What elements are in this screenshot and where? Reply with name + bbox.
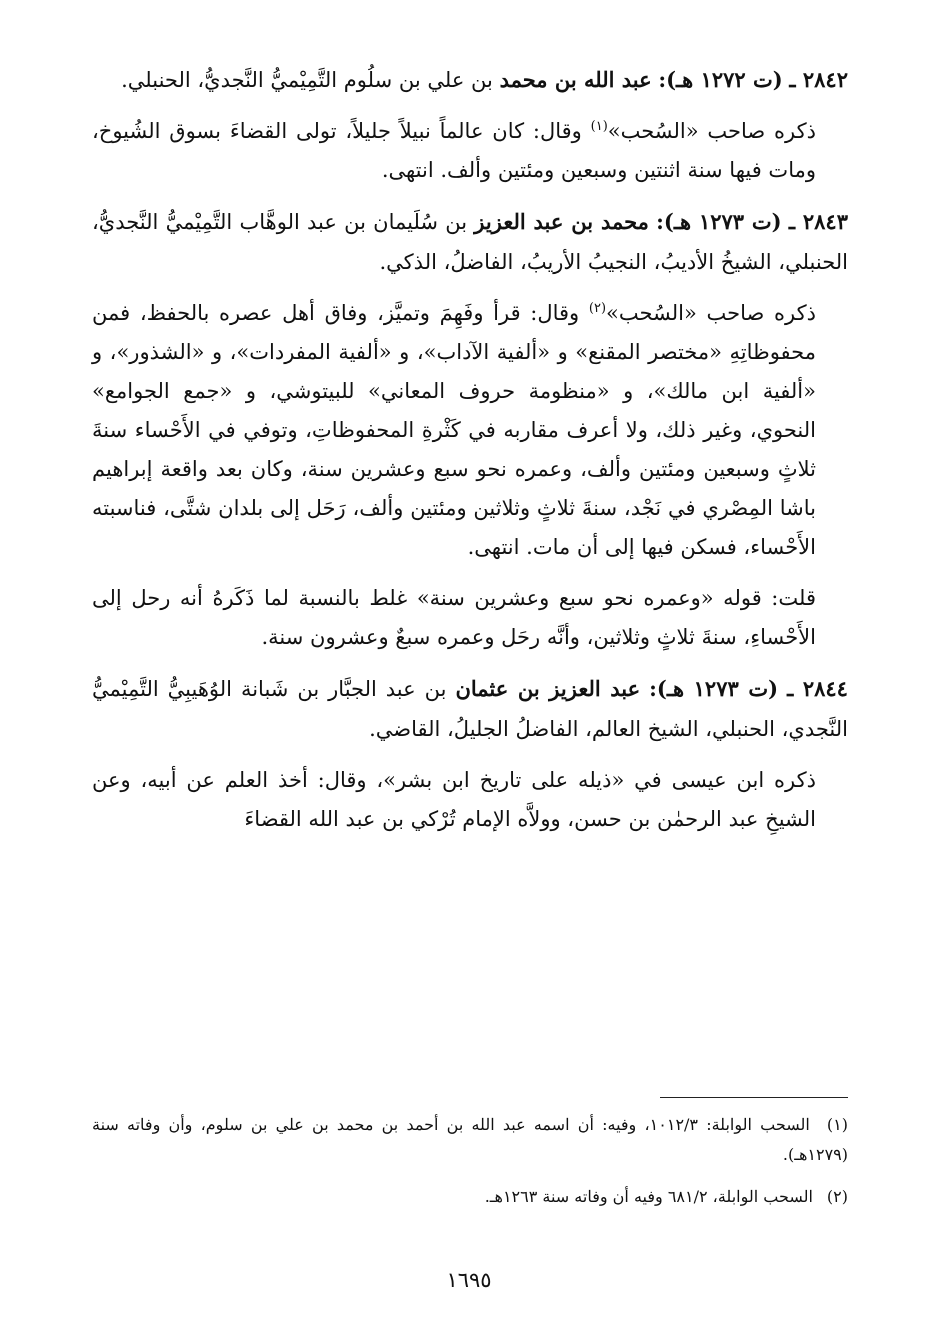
entry-heading [92,202,848,282]
paragraph-text: وقال: قرأ وفَهِمَ وتميَّز، وفاق أهل عصره بالحفظ، فمن محفوظاتِهِ «مختصر المقنع» و «ألفية الآداب»، و «ألفية المفردات»، و «الشذور»، و «ألفية ابن مالك»، و «منظومة حروف المعاني» للبيتوشي، و «جمع الجوامع» النحوي، وغير ذلك، ولا أعرف مقاربه في كَثْرةِ المحفوظاتِ، وتوفي في الأَحْساء سنةَ ثلاثٍ وسبعين ومئتين وألف، وعمره نحو سبع وعشرين سنة، وكان بعد واقعة إبراهيم باشا المِصْري في نَجْد، سنةَ ثلاثٍ وثلاثين ومئتين وألف، رَحَل إلى بلدان شتَّى، فناسبته الأَحْساء، فسكن فيها إلى أن مات. انتهى. [92,301,816,559]
footnote-ref-1[interactable]: (١) [590,119,608,134]
page-body [92,60,848,851]
paragraph-text: وقال: كان عالماً نبيلاً جليلاً، تولى القضاءَ بسوق الشُيوخ، ومات فيها سنة اثنتين وسبعين ومئتين وألف. انتهى. [92,119,816,182]
entry-heading [92,60,848,100]
paragraph-text: ذكره صاحب «السُحب» [606,301,816,325]
page-number: ١٦٩٥ [446,1268,492,1292]
entry-heading [92,669,848,749]
lineage-text: بن علي بن سلُوم التَّمِيْميُّ النَّجديُّ، الحنبلي. [121,68,493,92]
death-date: (ت ١٢٧٣ هـ): [656,209,782,234]
footnote-2 [92,1182,848,1212]
footnote-text: السحب الوابلة: ١٠١٢/٣، وفيه: أن اسمه عبد الله بن أحمد بن محمد بن علي بن سلوم، وأن وفاته سنة (١٢٧٩هـ). [92,1115,848,1164]
biography-entry-2844 [92,669,848,749]
footnote-1 [92,1110,848,1170]
person-name: عبد العزيز بن عثمان [455,676,641,701]
footnotes [92,1110,848,1224]
entry-paragraph [92,294,848,567]
paragraph-text: ذكره صاحب «السُحب» [607,119,816,143]
entry-number: ٢٨٤٢ ـ [789,67,848,92]
entry-paragraph [92,112,848,190]
death-date: (ت ١٢٧٢ هـ): [658,67,783,92]
entry-number: ٢٨٤٣ ـ [788,209,848,234]
entry-number: ٢٨٤٤ ـ [787,676,848,701]
footnote-number: (٢) [826,1187,848,1206]
footnote-ref-2[interactable]: (٢) [588,301,607,316]
person-name: عبد الله بن محمد [499,67,652,92]
biography-entry-2843 [92,202,848,282]
biography-entry-2842 [92,60,848,100]
author-comment-paragraph [92,579,848,657]
entry-paragraph [92,761,848,839]
paragraph-text: ذكره ابن عيسى في «ذيله على تاريخ ابن بشر»، وقال: أخذ العلم عن أبيه، وعن الشيخِ عبد الرحمٰن بن حسن، وولاَّه الإمام تُرْكي بن عبد الله القضاءَ [92,768,816,831]
paragraph-text: قلت: قوله «وعمره نحو سبع وعشرين سنة» غلط بالنسبة لما ذَكَرهُ أنه رحل إلى الأَحْساءِ، سنةَ ثلاثٍ وثلاثين، وأنَّه رحَل وعمره سبعٌ وعشرون سنة. [92,586,816,649]
footnote-number: (١) [826,1115,848,1134]
lineage-text: بن سُلَيمان بن عبد الوهَّاب التَّمِيْميُّ النَّجديُّ، الحنبلي، الشيخُ الأديبُ، النجيبُ الأريبُ، الفاضلُ، الذكي. [92,210,848,274]
lineage-text: بن عبد الجبَّار بن شَبانة الوُهَيبِيُّ التَّمِيْميُّ النَّجدي، الحنبلي، الشيخ العالم، الفاضلُ الجليلُ، القاضي. [92,677,848,741]
person-name: محمد بن عبد العزيز [474,209,649,234]
death-date: (ت ١٢٧٣ هـ): [649,676,779,701]
footnote-separator [660,1097,848,1098]
footnote-text: السحب الوابلة، ٦٨١/٢ وفيه أن وفاته سنة ١٢٦٣هـ. [484,1187,813,1206]
